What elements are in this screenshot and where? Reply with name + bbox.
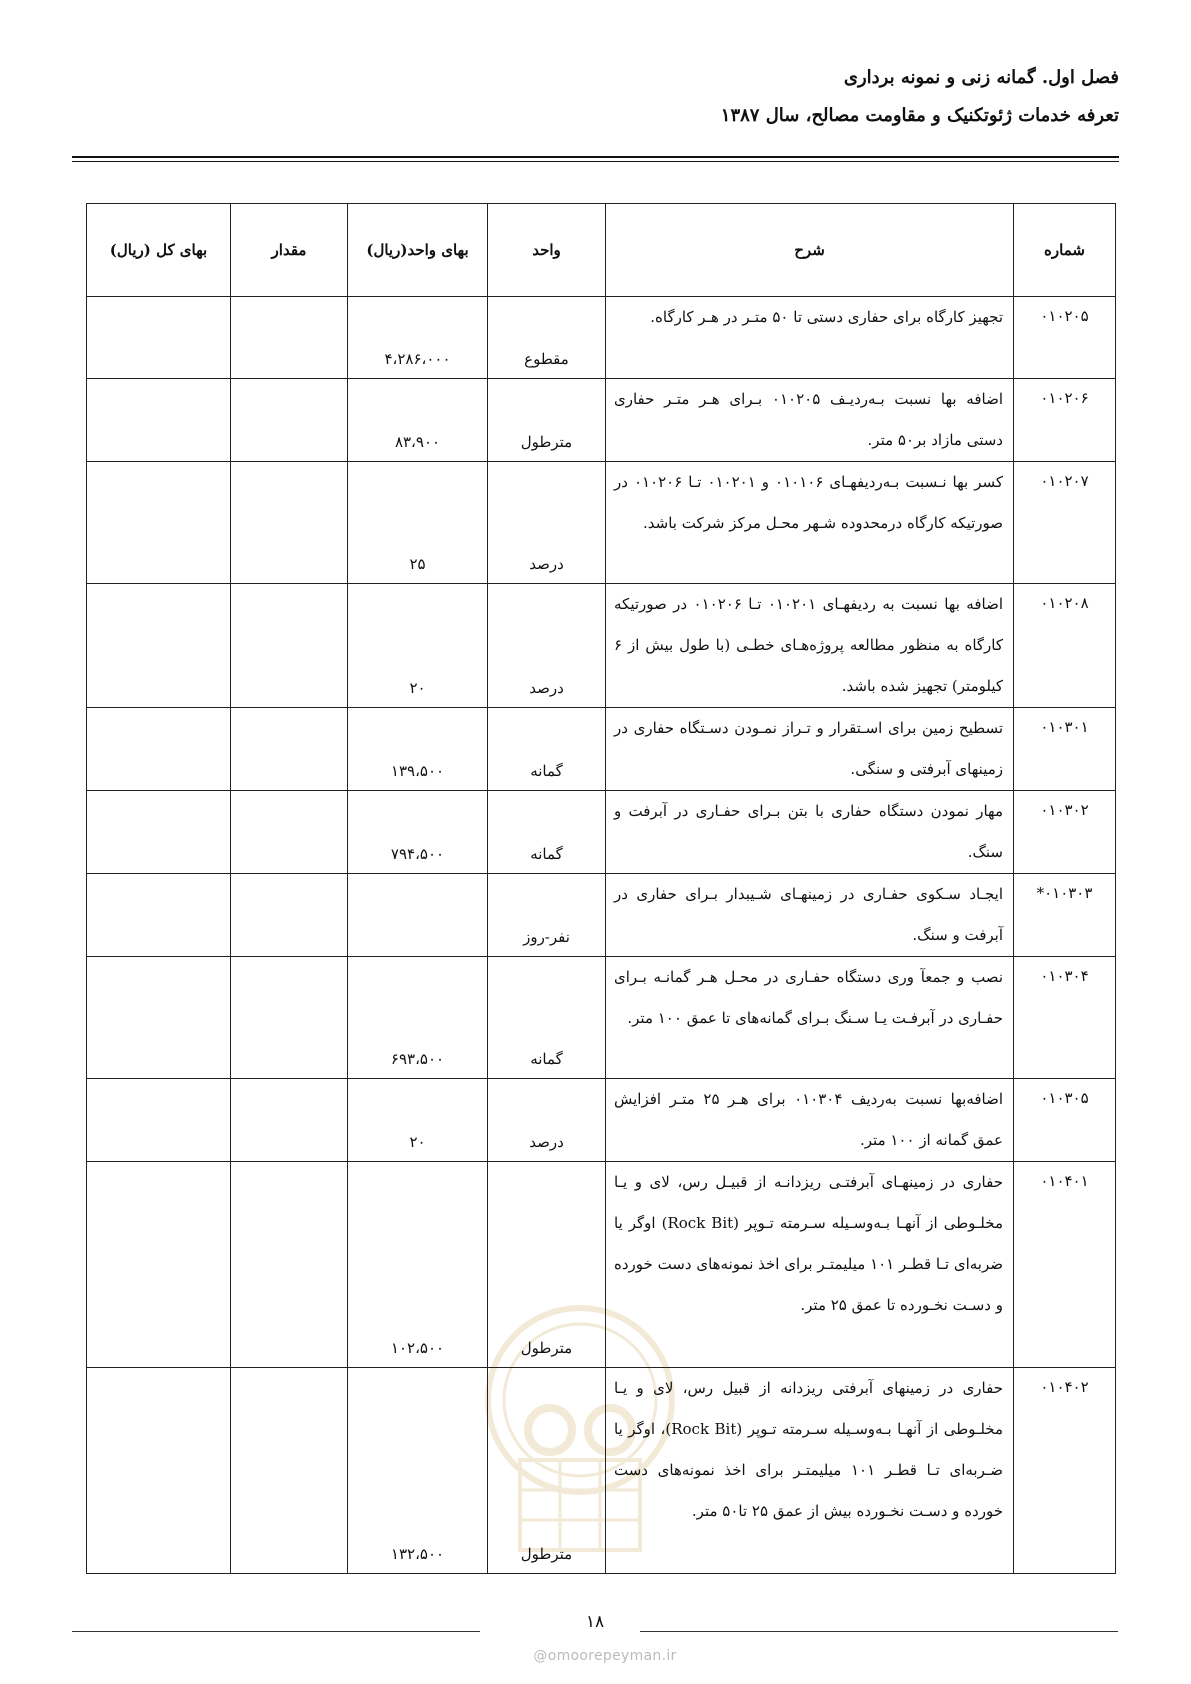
row-total-price	[87, 874, 231, 957]
document-subtitle: تعرفه خدمات ژئوتکنیک و مقاومت مصالح، سال ۱۳۸۷	[720, 105, 1119, 126]
table-row	[87, 379, 1116, 462]
row-quantity	[231, 874, 348, 957]
row-total-price	[87, 1368, 231, 1574]
row-unit-price: ۴،۲۸۶،۰۰۰	[348, 297, 488, 379]
row-description: مهار نمودن دستگاه حفاری با بتن بـرای حفـاری در آبرفت و سنگ.	[606, 791, 1014, 874]
row-description: اضافه بها نسبت بـه‌ردیـف ۰۱۰۲۰۵ بـرای هـر متـر حفاری دستی مازاد بر۵۰ متر.	[606, 379, 1014, 462]
row-description: کسر بها نـسبت بـه‌ردیفهـای ۰۱۰۱۰۶ و ۰۱۰۲۰۱ تـا ۰۱۰۲۰۶ در صورتیکه کارگاه درمحدوده شـهر محـل مرکز شرکت باشد.	[606, 462, 1014, 584]
row-description: نصب و جمعآ وری دستگاه حفـاری در محـل هـر گمانـه بـرای حفـاری در آبرفـت یـا سـنگ بـرای گمانه‌های تا عمق ۱۰۰ متر.	[606, 957, 1014, 1079]
row-unit: مترطول	[488, 1368, 606, 1574]
row-unit: گمانه	[488, 791, 606, 874]
table-row	[87, 1368, 1116, 1574]
row-unit: مقطوع	[488, 297, 606, 379]
row-description: اضافه‌بها نسبت به‌ردیف ۰۱۰۳۰۴ برای هـر ۲۵ متـر افزایش عمق گمانه از ۱۰۰ متر.	[606, 1079, 1014, 1162]
header-quantity: مقدار	[231, 204, 348, 297]
website-watermark: @omoorepeyman.ir	[533, 1648, 677, 1664]
header-number: شماره	[1014, 204, 1116, 297]
row-quantity	[231, 1162, 348, 1368]
row-number: ۰۱۰۴۰۲	[1014, 1368, 1116, 1574]
row-unit: گمانه	[488, 708, 606, 791]
row-unit: مترطول	[488, 379, 606, 462]
row-quantity	[231, 1368, 348, 1574]
row-unit: درصد	[488, 462, 606, 584]
table-row	[87, 584, 1116, 708]
row-number: ۰۱۰۳۰۲	[1014, 791, 1116, 874]
header-total-price: بهای کل (ریال)	[87, 204, 231, 297]
header-description: شرح	[606, 204, 1014, 297]
row-total-price	[87, 297, 231, 379]
row-number: ۰۱۰۳۰۳*	[1014, 874, 1116, 957]
header-unit: واحد	[488, 204, 606, 297]
row-quantity	[231, 462, 348, 584]
row-number: ۰۱۰۳۰۱	[1014, 708, 1116, 791]
row-description: حفاری در زمینهـای آبرفتـی ریزدانـه از قبیـل رس، لای و یـا مخلـوطی از آنهـا بـه‌وسـیله سـرمته تـوپر (Rock Bit) اوگر یا ضربه‌ای تـا قطـر ۱۰۱ میلیمتـر برای اخذ نمونه‌های دست خورده و دسـت نخـورده تا عمق ۲۵ متر.	[606, 1162, 1014, 1368]
table-row	[87, 1162, 1116, 1368]
row-quantity	[231, 708, 348, 791]
row-total-price	[87, 957, 231, 1079]
row-quantity	[231, 584, 348, 708]
row-number: ۰۱۰۲۰۶	[1014, 379, 1116, 462]
row-total-price	[87, 462, 231, 584]
table-header-row	[87, 204, 1116, 297]
row-quantity	[231, 791, 348, 874]
row-total-price	[87, 791, 231, 874]
row-quantity	[231, 957, 348, 1079]
row-description: حفاری در زمینهای آبرفتی ریزدانه از قبیل رس، لای و یـا مخلـوطی از آنهـا بـه‌وسـیله سـرمته تـوپر (Rock Bit)، اوگر یا ضـربه‌ای تـا قطـر ۱۰۱ میلیمتـر برای اخذ نمونه‌های دست خورده و دسـت نخـورده بیش از عمق ۲۵ تا۵۰ متر.	[606, 1368, 1014, 1574]
row-unit-price: ۶۹۳،۵۰۰	[348, 957, 488, 1079]
row-total-price	[87, 584, 231, 708]
row-number: ۰۱۰۲۰۷	[1014, 462, 1116, 584]
table-row	[87, 874, 1116, 957]
row-unit: درصد	[488, 1079, 606, 1162]
row-unit-price: ۲۰	[348, 1079, 488, 1162]
row-unit: نفر-روز	[488, 874, 606, 957]
row-unit: مترطول	[488, 1162, 606, 1368]
row-unit-price	[348, 874, 488, 957]
table-row	[87, 791, 1116, 874]
row-total-price	[87, 1079, 231, 1162]
tariff-table	[86, 203, 1116, 1574]
page-header	[721, 62, 1119, 132]
row-unit-price: ۸۳،۹۰۰	[348, 379, 488, 462]
header-unit-price: بهای واحد(ریال)	[348, 204, 488, 297]
footer-rule-left	[72, 1631, 480, 1632]
table-row	[87, 297, 1116, 379]
chapter-title: فصل اول. گمانه زنی و نمونه برداری	[843, 67, 1119, 88]
header-rule-thick	[72, 156, 1119, 158]
row-unit: گمانه	[488, 957, 606, 1079]
row-unit: درصد	[488, 584, 606, 708]
row-description: ایجـاد سـکوی حفـاری در زمینهـای شـیبدار بـرای حفاری در آبرفت و سنگ.	[606, 874, 1014, 957]
row-number: ۰۱۰۴۰۱	[1014, 1162, 1116, 1368]
row-description: تجهیز کارگاه برای حفاری دستی تا ۵۰ متـر در هـر کارگاه.	[606, 297, 1014, 379]
page-number: ۱۸	[585, 1612, 605, 1632]
table-row	[87, 708, 1116, 791]
row-unit-price: ۲۵	[348, 462, 488, 584]
row-number: ۰۱۰۳۰۵	[1014, 1079, 1116, 1162]
footer-rule-right	[640, 1631, 1118, 1632]
row-description: تسطیح زمین برای اسـتقرار و تـراز نمـودن دسـتگاه حفاری در زمینهای آبرفتی و سنگی.	[606, 708, 1014, 791]
table-row	[87, 1079, 1116, 1162]
row-quantity	[231, 297, 348, 379]
row-total-price	[87, 708, 231, 791]
row-quantity	[231, 1079, 348, 1162]
row-number: ۰۱۰۳۰۴	[1014, 957, 1116, 1079]
row-description: اضافه بها نسبت به ردیفهـای ۰۱۰۲۰۱ تـا ۰۱۰۲۰۶ در صورتیکه کارگاه به منظور مطالعه پروژه‌هـای خطـی (با طول بیش از ۶ کیلومتر) تجهیز شده باشد.	[606, 584, 1014, 708]
header-rule-thin	[72, 161, 1119, 162]
table-row	[87, 957, 1116, 1079]
row-total-price	[87, 1162, 231, 1368]
row-number: ۰۱۰۲۰۵	[1014, 297, 1116, 379]
table-row	[87, 462, 1116, 584]
row-unit-price: ۱۳۹،۵۰۰	[348, 708, 488, 791]
row-unit-price: ۷۹۴،۵۰۰	[348, 791, 488, 874]
row-quantity	[231, 379, 348, 462]
row-unit-price: ۲۰	[348, 584, 488, 708]
row-unit-price: ۱۰۲،۵۰۰	[348, 1162, 488, 1368]
row-unit-price: ۱۳۲،۵۰۰	[348, 1368, 488, 1574]
row-total-price	[87, 379, 231, 462]
row-number: ۰۱۰۲۰۸	[1014, 584, 1116, 708]
